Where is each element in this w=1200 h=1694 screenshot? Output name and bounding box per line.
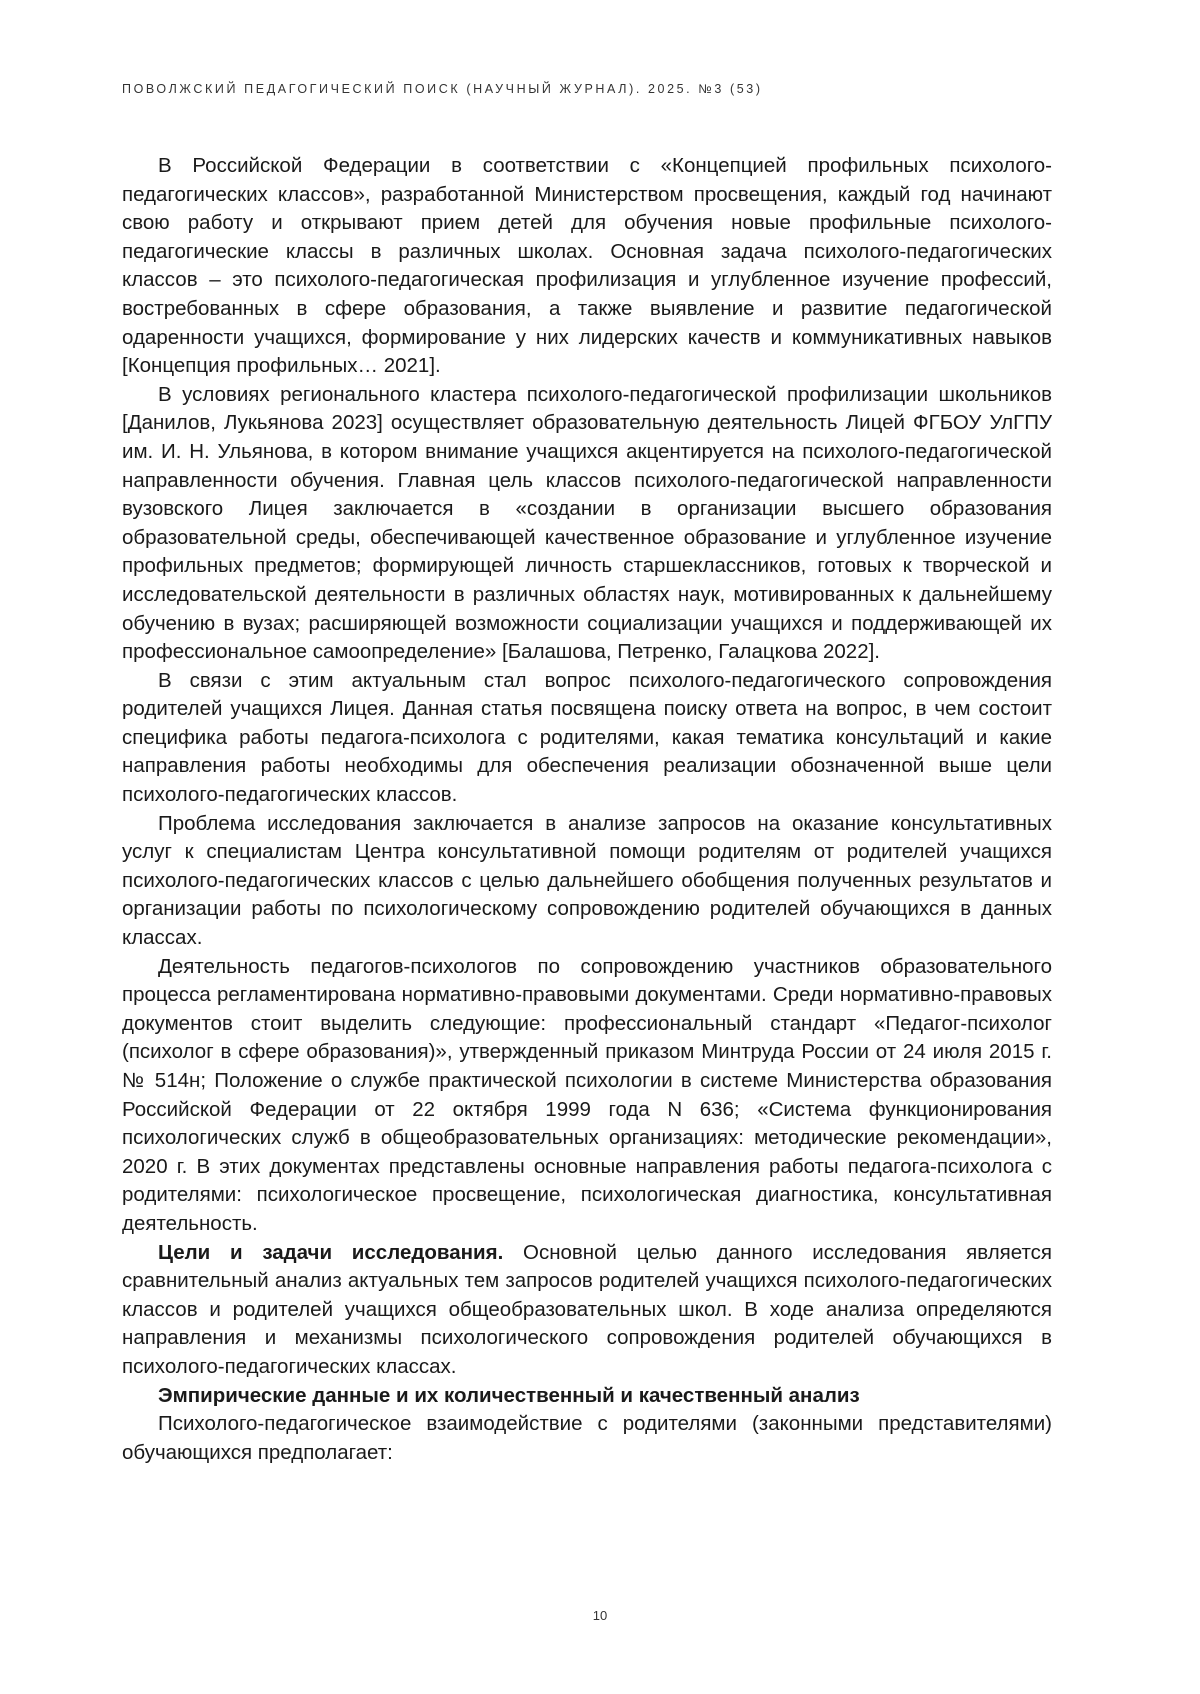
- goals-lead-in: Цели и задачи исследования.: [158, 1240, 504, 1264]
- running-header: ПОВОЛЖСКИЙ ПЕДАГОГИЧЕСКИЙ ПОИСК (НАУЧНЫЙ ЖУРНАЛ). 2025. №3 (53): [122, 82, 763, 96]
- paragraph-7: Психолого-педагогическое взаимодействие с родителями (законными представителями) обучающихся предполагает:: [122, 1412, 1052, 1464]
- article-body: [122, 152, 1052, 1467]
- paragraph-6: [122, 1239, 1052, 1382]
- paragraph-2: В условиях регионального кластера психолого-педагогической профилизации школьников [Данилов, Лукьянова 2023] осуществляет образовательную деятельность Лицей ФГБОУ УлГПУ им. И. Н. Ульянова, в котором внимание учащихся акцентируется на психолого-педагогической направленности обучения. Главная цель классов психолого-педагогической направленности вузовского Лицея заключается в «создании в организации высшего образования образовательной среды, обеспечивающей качественное образование и углубленное изучение профильных предметов; формирующей личность старшеклассников, готовых к творческой и исследовательской деятельности в различных областях наук, мотивированных к дальнейшему обучению в вузах; расширяющей возможности социализации учащихся и поддерживающей их профессиональное самоопределение» [Балашова, Петренко, Галацкова 2022].: [122, 382, 1052, 664]
- paragraph-4: Проблема исследования заключается в анализе запросов на оказание консультативных услуг к специалистам Центра консультативной помощи родителям от родителей учащихся психолого-педагогических классов с целью дальнейшего обобщения полученных результатов и организации работы по психологическому сопровождению родителей обучающихся в данных классах.: [122, 811, 1052, 950]
- section-heading: Эмпирические данные и их количественный и качественный анализ: [158, 1383, 860, 1407]
- paragraph-5: Деятельность педагогов-психологов по сопровождению участников образовательного процесса регламентирована нормативно-правовыми документами. Среди нормативно-правовых документов стоит выделить следующие: профессиональный стандарт «Педагог-психолог (психолог в сфере образования)», утвержденный приказом Минтруда России от 24 июля 2015 г. № 514н; Положение о службе практической психологии в системе Министерства образования Российской Федерации от 22 октября 1999 года N 636; «Система функционирования психологических служб в общеобразовательных организациях: методические рекомендации», 2020 г. В этих документах представлены основные направления работы педагога-психолога с родителями: психологическое просвещение, психологическая диагностика, консультативная деятельность.: [122, 954, 1052, 1235]
- goals-text: Основной целью данного исследования является сравнительный анализ актуальных тем запросов родителей учащихся психолого-педагогических классов и родителей учащихся общеобразовательных школ. В ходе анализа определяются направления и механизмы психологического сопровождения родителей обучающихся в психолого-педагогических классах.: [122, 1240, 1052, 1378]
- paragraph-3: В связи с этим актуальным стал вопрос психолого-педагогического сопровождения родителей учащихся Лицея. Данная статья посвящена поиску ответа на вопрос, в чем состоит специфика работы педагога-психолога с родителями, какая тематика консультаций и какие направления работы необходимы для обеспечения реализации обозначенной выше цели психолого-педагогических классов.: [122, 668, 1052, 807]
- paragraph-1: В Российской Федерации в соответствии с «Концепцией профильных психолого-педагогических классов», разработанной Министерством просвещения, каждый год начинают свою работу и открывают прием детей для обучения новые профильные психолого-педагогические классы в различных школах. Основная задача психолого-педагогических классов – это психолого-педагогическая профилизация и углубленное изучение профессий, востребованных в сфере образования, а также выявление и развитие педагогической одаренности учащихся, формирование у них лидерских качеств и коммуникативных навыков [Концепция профильных… 2021].: [122, 154, 1052, 378]
- page-number: 10: [592, 1608, 608, 1623]
